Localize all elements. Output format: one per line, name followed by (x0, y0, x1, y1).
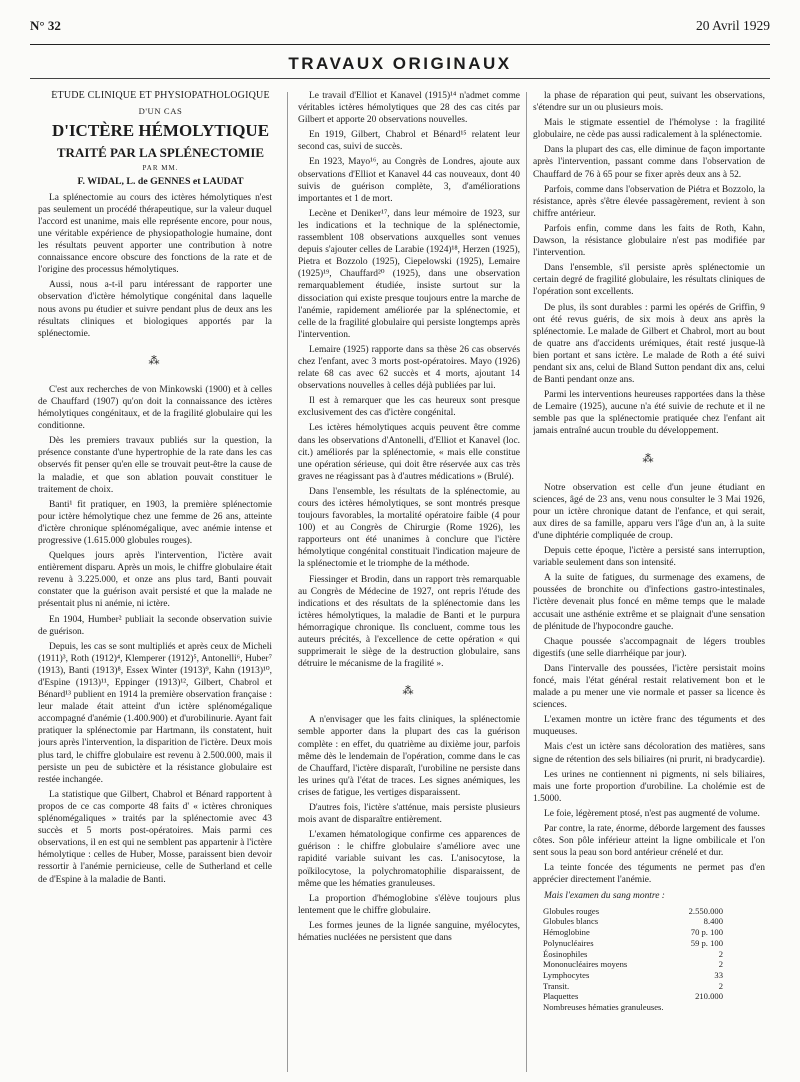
paragraph: la phase de réparation qui peut, suivant les observations, s'étendre sur un ou plusieurs mois. (533, 91, 765, 114)
paragraph: L'examen hématologique confirme ces apparences de guérison : le chiffre globulaire s'améliore avec une rapidité variable suivant les cas. L'anisocytose, la poïkilocytose, la polychromatophilie disparaissent, de même que les hématies granuleuses. (298, 830, 520, 889)
paragraph: Le foie, légèrement ptosé, n'est pas augmenté de volume. (544, 808, 760, 819)
paragraph: En 1923, Mayo¹⁶, au Congrès de Londres, ajoute aux observations d'Elliot et Kanavel 44 cas nouveaux, dont 40 suivis de guérison complète, 3, d'améliorations importantes et 1 de mort. (298, 157, 520, 204)
blood-row (543, 906, 723, 917)
article-title: D'ICTÈRE HÉMOLYTIQUE (51, 120, 270, 140)
paragraph: Lecène et Deniker¹⁷, dans leur mémoire de 1923, sur les indications et la technique de la splénectomie, rassemblent 108 observations auxquelles sont venues depuis s'ajouter celles de Larabie (1924)¹⁸, Herzen (1925), Pietra et Bozzolo (1925), Ciepelowski (1925), Lemaire (1925)¹⁹, Chauffard²⁰ (1925), dans une observation remarquablement étudiée, insiste surtout sur la dissociation qui existe presque toujours entre la marche de l'anémie, rapidement améliorée par la splénectomie, et celle de la fragilité globulaire qui persiste longtemps après l'intervention. (298, 208, 520, 340)
paragraph: Mais c'est un ictère sans décoloration des matières, sans signe de rétention des sels biliaires (ni prurit, ni bradycardie). (533, 742, 765, 765)
article-sub: D'UN CAS (138, 105, 183, 116)
blood-value: 70 p. 100 (690, 927, 723, 938)
column-2 (298, 90, 520, 1074)
blood-label: Globules blancs (543, 916, 599, 927)
issue-number: N° 32 (30, 18, 61, 33)
paragraph: Depuis, les cas se sont multipliés et après ceux de Micheli (1911)³, Roth (1912)⁴, Klemperer (1912)⁵, Antonelli⁶, Huber⁷ (1913), Banti (1913)⁸, Essex Winter (1913)⁹, Kahn (1913)¹⁰, d'Espine (1913)¹¹, Eppinger (1913)¹², Gilbert, Chabrol et Bénard¹³ publient en 1914 la première observation française : leur malade était atteint d'un ictère splénomégalique accompagné d'anémie (1.400.900) et d'urobilinurie. Ayant fait pratiquer la splénectomie par Hartmann, ils constatent, huit jours après l'intervention, la disparition de l'ictère. Deux mois plus tard, le chiffre globulaire est revenu à 2.500.000, mais il persiste un peu de subictère et la résistance globulaire est restée inchangée. (38, 641, 272, 785)
blood-label: Mononucléaires moyens (543, 959, 628, 970)
section-separator: ⁂ (402, 685, 416, 698)
paragraph: Le travail d'Elliot et Kanavel (1915)¹⁴ n'admet comme véritables ictères hémolytiques que 28 des cas cités par Gilbert et apporte 20 observations nouvelles. (298, 91, 520, 126)
blood-value: 2.550.000 (688, 905, 723, 916)
running-header (30, 18, 770, 38)
header-rule (30, 44, 770, 45)
paragraph: Il est à remarquer que les cas heureux sont presque exclusivement des cas d'ictère congénital. (298, 396, 520, 419)
paragraph: En 1904, Humber² publiait la seconde observation suivie de guérison. (38, 614, 272, 637)
section-rule (30, 78, 770, 79)
paragraph: La statistique que Gilbert, Chabrol et Bénard rapportent à propos de ce cas comporte 48 faits d' « ictères chroniques splénomégaliques » traités par la splénectomie avec 43 succès et 5 morts post-opératoires. Mais parmi ces observations, il en est qui ne semblent pas appartenir à l'ictère hémolytique : celles de Huber, Mosse, paraissent bien devoir ressortir à l'anémie pernicieuse, celle de Sutherland et celle de d'Espine à la maladie de Banti. (38, 789, 272, 885)
blood-row (543, 981, 723, 992)
article-authors: F. WIDAL, L. de GENNES et LAUDAT (77, 176, 244, 188)
paragraph: C'est aux recherches de von Minkowski (1900) et à celles de Chauffard (1907) qu'on doit la connaissance des ictères hémolytiques congénitaux, et de la fragilité globulaire qui les conditionne. (38, 384, 272, 432)
article-kicker: ÉTUDE CLINIQUE ET PHYSIOPATHOLOGIQUE (51, 90, 270, 101)
article-title-2: TRAITÉ PAR LA SPLÉNECTOMIE (56, 144, 265, 160)
paragraph: D'autres fois, l'ictère s'atténue, mais persiste plusieurs mois avant de disparaître entièrement. (298, 803, 520, 826)
column-3 (533, 90, 765, 1074)
paragraph: Dès les premiers travaux publiés sur la question, la présence constante d'une hypertrophie de la rate dans les cas observés fit penser qu'en elle se trouvait peut-être la cause de la maladie, et que son ablation pouvait constituer le traitement de choix. (38, 436, 272, 495)
section-separator: ⁂ (642, 452, 656, 465)
blood-value: 8.400 (703, 916, 723, 927)
paragraph: Banti¹ fit pratiquer, en 1903, la première splénectomie pour ictère hémolytique chez une femme de 26 ans, atteinte d'ictère chronique splénomégalique, avec anémie intense et progressive (1.615.000 globules rouges). (38, 499, 272, 546)
blood-label: Polynucléaires (543, 937, 594, 948)
blood-value: 59 p. 100 (690, 937, 723, 948)
paragraph: Aussi, nous a-t-il paru intéressant de rapporter une observation d'ictère hémolytique congénital dans laquelle nous avons pu étudier et suivre pendant plus de deux ans les résultats cliniques et biologiques apportés par la splénectomie. (38, 280, 272, 339)
blood-row (543, 970, 723, 981)
paragraph: Dans l'ensemble, s'il persiste après splénectomie un certain degré de fragilité globulaire, les résultats cliniques de l'opération sont excellents. (533, 263, 765, 298)
blood-value: 210.000 (695, 991, 723, 1002)
blood-caption: Mais l'examen du sang montre : (544, 890, 665, 901)
paragraph: Lemaire (1925) rapporte dans sa thèse 26 cas observés chez l'enfant, avec 3 morts post-opératoires. Mayo (1926) relate 68 cas avec 62 succès et 4 morts, ajoutant 14 observations nouvelles à celles déjà publiées par lui. (298, 344, 520, 392)
paragraph: Mais le stigmate essentiel de l'hémolyse : la fragilité globulaire, ne cède pas aussi radicalement à la splénectomie. (533, 118, 765, 141)
section-separator: ⁂ (148, 354, 162, 367)
paragraph: Dans l'ensemble, les résultats de la splénectomie, au cours des ictères hémolytiques, se sont montrés presque toujours favorables, la mortalité opératoire faible (4 pour 100) et au Congrès de Chirurgie (Rome 1926), les rapporteurs ont été unanimes à conclure que l'ictère hémolytique congénital constituait l'indication majeure de la splénectomie et le triomphe de la méthode. (298, 486, 520, 570)
column-1 (38, 90, 272, 1074)
paragraph: Quelques jours après l'intervention, l'ictère avait entièrement disparu. Après un mois, le chiffre globulaire était revenu à 3.225.000, et onze ans plus tard, Banti pouvait constater que la guérison avait persisté et que la malade ne présentait plus ni anémie, ni ictère. (38, 551, 272, 610)
paragraph: De plus, ils sont durables : parmi les opérés de Griffin, 9 ont été revus guéris, de six mois à deux ans après la splénectomie. Le malade de Gilbert et Chabrol, mort au bout de quatre ans d'accidents urémiques, était resté jusque-là bien portant et sans ictère. Le malade de Roth a été suivi pendant six ans, celui de Bland Sutton pendant dix ans, celui de Banti pendant onze ans. (533, 302, 765, 386)
paragraph: La proportion d'hémoglobine s'élève toujours plus lentement que le chiffre globulaire. (298, 893, 520, 916)
paragraph: Chaque poussée s'accompagnait de légers troubles digestifs (une selle diarrhéique par jour). (533, 636, 765, 659)
blood-row (543, 927, 723, 938)
paragraph: La splénectomie au cours des ictères hémolytiques n'est pas seulement un procédé thérapeutique, sur la valeur duquel l'accord est unanime, mais elle représente encore, pour nous, une véritable expérience de physiopathologie humaine, dont les résultats peuvent apporter une contribution à notre connaissance encore obscure des fonctions de la rate et de l'origine des processus hémolytiques. (38, 192, 272, 276)
issue-date: 20 Avril 1929 (696, 18, 770, 33)
paragraph: Les urines ne contiennent ni pigments, ni sels biliaires, mais une forte proportion d'urobiline. La cholémie est de 1.5000. (533, 769, 765, 804)
paragraph: A n'envisager que les faits cliniques, la splénectomie semble apporter dans la plupart des cas la guérison complète : en effet, du quatrième au dixième jour, parfois même dès le lendemain de l'opération, comme dans le cas de Chauffard, l'ictère disparaît, l'urobiline ne persiste dans les urines qu'à l'état de traces. Les signes anémiques, les crises de fatigue, les vertiges disparaissent. (298, 715, 520, 798)
paragraph: Par contre, la rate, énorme, déborde largement des fausses côtes. Son pôle inférieur atteint la ligne ombilicale et l'on sent sous la peau son bord antérieur crénelé et dur. (533, 824, 765, 859)
paragraph: Parfois, comme dans l'observation de Piétra et Bozzolo, la résistance, après s'être élevée passagèrement, revient à son chiffre antérieur. (533, 184, 765, 219)
paragraph: En 1919, Gilbert, Chabrol et Bénard¹⁵ relatent leur second cas, suivi de succès. (298, 130, 520, 153)
paragraph: Les ictères hémolytiques acquis peuvent être comme dans les observations d'Antonelli, d'Elliot et Kanavel (loc. cit.) améliorés par la splénectomie, « mais elle constitue une opération sérieuse, qui doit être réservée aux cas très graves ne réagissant pas à d'autres médications » (Brulé). (298, 423, 520, 482)
paragraph: Les formes jeunes de la lignée sanguine, myélocytes, hématies nucléées ne persistent que dans (298, 920, 520, 943)
blood-value: 33 (714, 970, 723, 981)
paragraph: Parmi les interventions heureuses rapportées dans la thèse de Lemaire (1925), aucune n'a été suivie de rechute et il ne semble pas que la splénectomie pratiquée chez l'enfant ait jamais entraîné aucun trouble du développement. (533, 390, 765, 437)
paragraph: A la suite de fatigues, du surmenage des examens, de poussées de bronchite ou d'infections gastro-intestinales, l'ictère devenait plus foncé en même temps que le malade accusait une asthénie extrême et se plaignait d'une sensation de plénitude de l'hypocondre gauche. (533, 573, 765, 632)
paragraph: Fiessinger et Brodin, dans un rapport très remarquable au Congrès de Médecine de 1927, ont repris l'étude des indications et des résultats de la splénectomie dans les ictères hémolytiques, la maladie de Banti et le purpura hémorragique chronique. Ils concluent, comme tous les auteurs précités, à l'excellence de cette opération « qui supprimerait le siège de la destruction globulaire, sans détruire le mécanisme de la fragilité ». (298, 574, 520, 670)
blood-value: 2 (718, 980, 723, 991)
paragraph: Dans l'intervalle des poussées, l'ictère persistait moins foncé, mais l'état général restait relativement bon et le malade a pu mener une vie normale et passer sa licence ès sciences. (533, 663, 765, 711)
paragraph: La teinte foncée des téguments ne permet pas d'en apprécier directement l'anémie. (533, 863, 765, 886)
blood-row (543, 938, 723, 949)
blood-value: 2 (718, 959, 723, 970)
paragraph: Depuis cette époque, l'ictère a persisté sans interruption, variable seulement dans son intensité. (533, 546, 765, 569)
blood-row (543, 991, 723, 1002)
column-divider (287, 92, 288, 1072)
blood-table (543, 906, 723, 1013)
paragraph: Dans la plupart des cas, elle diminue de façon importante après l'intervention, passant comme dans l'observation de Chauffard de 76 à 65 pour se fixer après deux ans à 52. (533, 145, 765, 180)
blood-label: Hémoglobine (543, 927, 590, 938)
blood-label: Lymphocytes (543, 970, 590, 981)
paragraph: Parfois enfin, comme dans les faits de Roth, Kahn, Dawson, la résistance globulaire n'est pas modifiée par l'intervention. (533, 223, 765, 259)
paragraph: L'examen montre un ictère franc des téguments et des muqueuses. (533, 715, 765, 738)
blood-row (543, 959, 723, 970)
blood-label: Transit. (543, 980, 570, 991)
blood-row (543, 916, 723, 927)
blood-label: Globules rouges (543, 905, 600, 916)
blood-row (543, 1002, 723, 1013)
article-par: PAR MM. (142, 164, 179, 173)
column-divider (526, 92, 527, 1072)
blood-label: Nombreuses hématies granuleuses. (543, 1002, 664, 1013)
blood-value: 2 (718, 948, 723, 959)
blood-label: Éosinophiles (543, 948, 588, 959)
blood-row (543, 949, 723, 960)
blood-label: Plaquettes (543, 991, 579, 1002)
paragraph: Notre observation est celle d'un jeune étudiant en sciences, âgé de 23 ans, venu nous consulter le 3 Mai 1926, pour un ictère chronique datant de l'enfance, et qui serait, aux dires de sa famille, apparu vers l'âge d'un an, à la suite d'une diphtérie compliquée de croup. (533, 482, 765, 541)
section-title: TRAVAUX ORIGINAUX (288, 54, 512, 73)
